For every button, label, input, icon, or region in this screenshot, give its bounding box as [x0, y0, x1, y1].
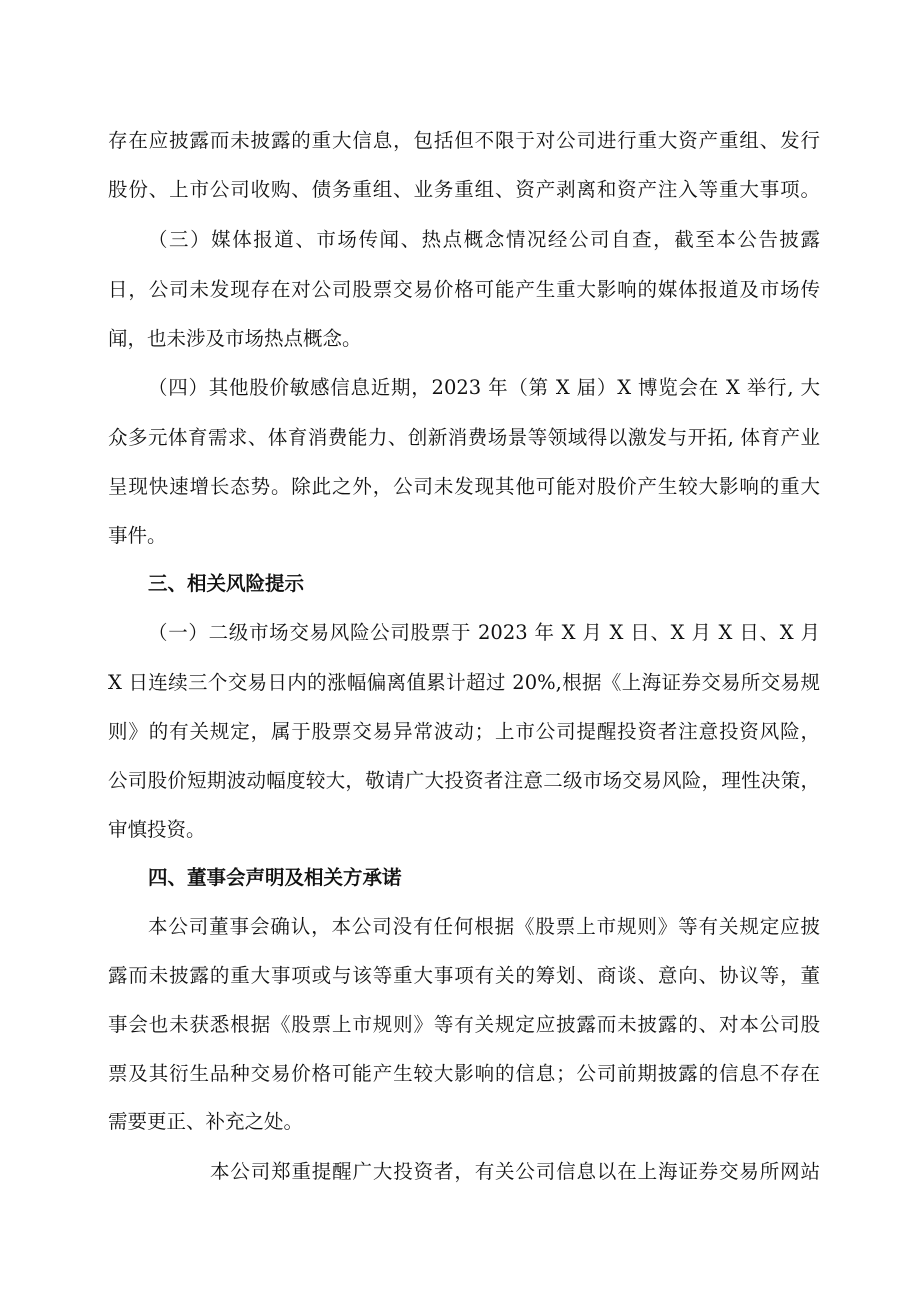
paragraph-line: 呈现快速增长态势。除此之外，公司未发现其他可能对股价产生较大影响的重大: [108, 475, 820, 498]
paragraph-line: 露而未披露的重大事项或与该等重大事项有关的筹划、商谈、意向、协议等，董: [108, 964, 820, 987]
paragraph-line: X 日连续三个交易日内的涨幅偏离值累计超过 20%,根据《上海证券交易所交易规: [108, 671, 820, 694]
paragraph-line: 需要更正、补充之处。: [108, 1110, 304, 1133]
paragraph-line: 存在应披露而未披露的重大信息，包括但不限于对公司进行重大资产重组、发行: [108, 129, 820, 152]
paragraph-line: 审慎投资。: [108, 818, 206, 841]
paragraph-line: （一）二级市场交易风险公司股票于 2023 年 X 月 X 日、X 月 X 日、X 月: [148, 621, 820, 644]
paragraph-line: （四）其他股价敏感信息近期，2023 年（第 X 届）X 博览会在 X 举行, 大: [148, 376, 820, 399]
paragraph-line: 事会也未获悉根据《股票上市规则》等有关规定应披露而未披露的、对本公司股: [108, 1013, 820, 1036]
paragraph-line: 本公司董事会确认，本公司没有任何根据《股票上市规则》等有关规定应披: [148, 915, 820, 938]
paragraph-line: 公司股价短期波动幅度较大，敬请广大投资者注意二级市场交易风险，理性决策，: [108, 769, 820, 792]
paragraph-line: 日，公司未发现存在对公司股票交易价格可能产生重大影响的媒体报道及市场传: [108, 278, 820, 301]
paragraph-line: 票及其衍生品种交易价格可能产生较大影响的信息；公司前期披露的信息不存在: [108, 1062, 820, 1085]
section-heading: 三、相关风险提示: [148, 572, 305, 595]
paragraph-line: 闻，也未涉及市场热点概念。: [108, 327, 362, 350]
paragraph-line: 事件。: [108, 524, 167, 547]
paragraph-line: （三）媒体报道、市场传闻、热点概念情况经公司自查，截至本公告披露: [148, 228, 820, 251]
paragraph-line: 股份、上市公司收购、债务重组、业务重组、资产剥离和资产注入等重大事项。: [108, 178, 820, 201]
paragraph-line: 则》的有关规定，属于股票交易异常波动；上市公司提醒投资者注意投资风险，: [108, 720, 820, 743]
paragraph-line: 本公司郑重提醒广大投资者，有关公司信息以在上海证券交易所网站: [210, 1160, 820, 1183]
section-heading: 四、董事会声明及相关方承诺: [148, 866, 402, 889]
paragraph-line: 众多元体育需求、体育消费能力、创新消费场景等领域得以激发与开拓, 体育产业: [108, 426, 820, 449]
